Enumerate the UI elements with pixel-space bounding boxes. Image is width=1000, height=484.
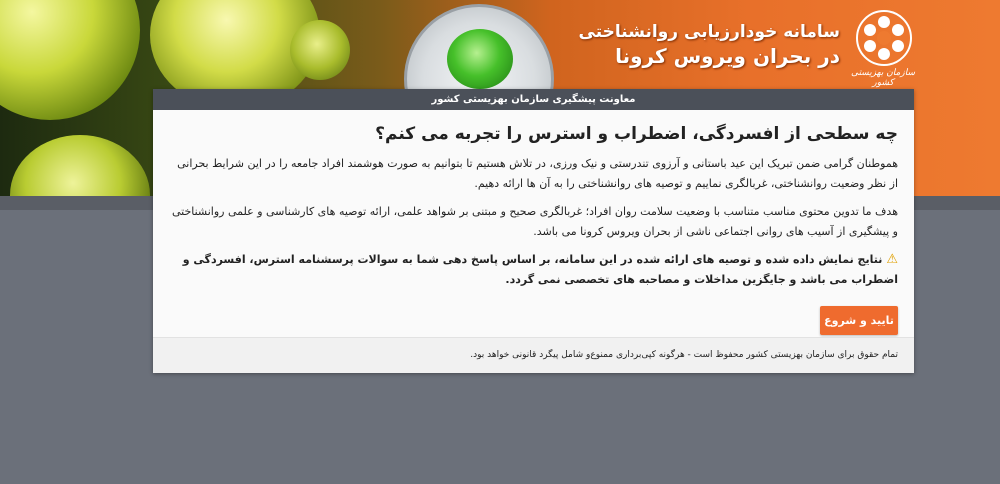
intro-card (153, 89, 914, 373)
virus-image (447, 29, 513, 89)
logo-caption: سازمان بهزیستی کشور (850, 68, 916, 88)
card-header: معاونت پیشگیری سازمان بهزیستی کشور (153, 89, 914, 110)
intro-paragraph: هموطنان گرامی ضمن تبریک این عید باستانی و آرزوی تندرستی و نیک ورزی، در تلاش هستیم تا بتوانیم به صورت هوشمند افراد جامعه را در این شرایط بحرانی از نظر وضعیت روانشناختی، غربالگری نماییم و توصیه های روانشناختی را به آن ها ارائه دهیم. (177, 157, 898, 190)
virus-image (290, 20, 350, 80)
disclaimer (169, 250, 898, 290)
goal-paragraph: هدف ما تدوین محتوی مناسب متناسب با وضعیت سلامت روان افراد؛ غربالگری صحیح و مبتنی بر شواهد علمی، ارائه توصیه های کارشناسی و علمی روانشناختی و پیشگیری از آسیب های روانی اجتماعی ناشی از بحران ویروس کرونا می باشد. (171, 205, 898, 238)
virus-image (0, 0, 140, 120)
card-body (153, 110, 914, 335)
confirm-start-button[interactable]: تایید و شروع (820, 306, 898, 335)
disclaimer-text: نتایج نمایش داده شده و توصیه های ارائه شده در این سامانه، بر اساس پاسخ دهی شما به سوالات پرسشنامه استرس، افسردگی و اضطراب می باشد و جایگزین مداخلات و مصاحبه های تخصصی نمی گردد. (182, 253, 898, 286)
organization-logo-icon (856, 10, 912, 66)
warning-icon: ⚠ (886, 252, 898, 267)
copyright-footer: تمام حقوق برای سازمان بهزیستی کشور محفوظ است - هرگونه کپی‌برداری ممنوع‌و شامل پیگرد قانونی خواهد بود. (153, 337, 914, 373)
virus-image (10, 135, 150, 196)
page-title: چه سطحی از افسردگی، اضطراب و استرس را تجربه می کنم؟ (375, 124, 898, 144)
site-title-line1: سامانه خودارزیابی روانشناختی (578, 22, 840, 42)
button-row (169, 306, 898, 335)
site-title (579, 22, 841, 68)
site-title-line2: در بحران ویروس کرونا (615, 44, 840, 68)
